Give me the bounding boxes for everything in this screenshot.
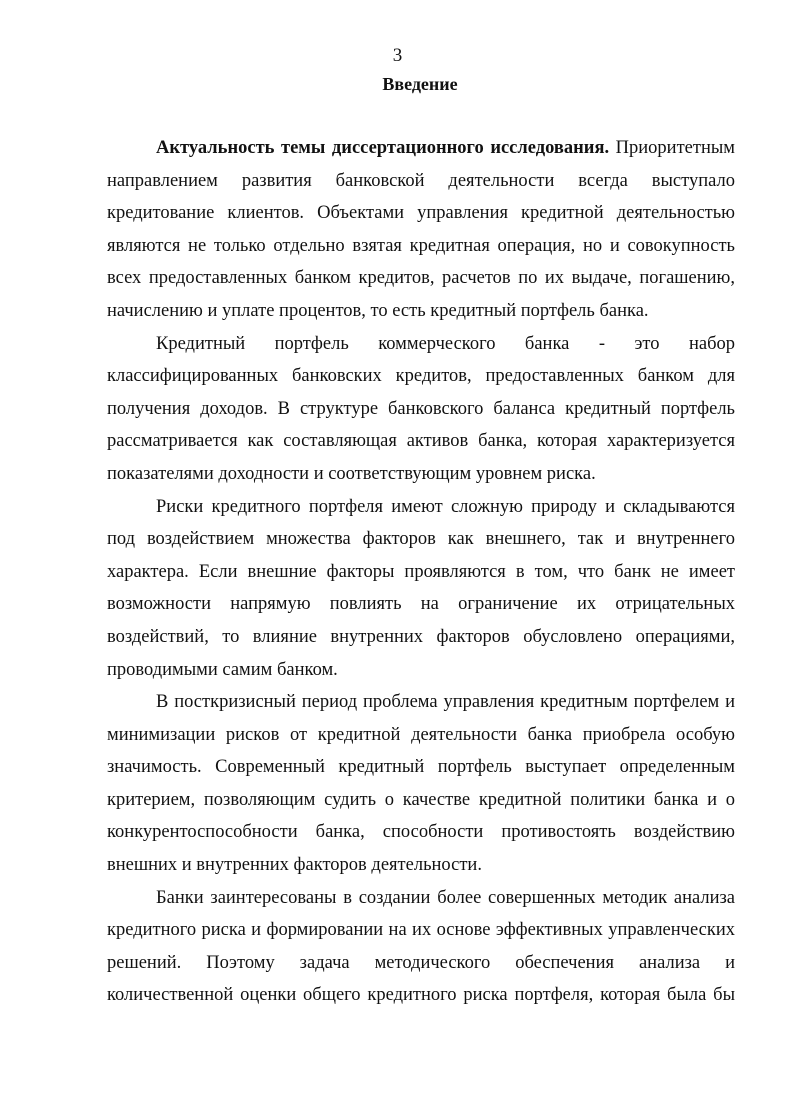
paragraph-text: Приоритетным направлением развития банковской деятельности всегда выступало кредитование клиентов. Объектами управления кредитной деятельностью являются не только отдельно взятая кредитная операция, но и совокупность всех предоставленных банком кредитов, расчетов по их выдаче, погашению, начислению и уплате процентов, то есть кредитный портфель банка.: [107, 138, 735, 321]
paragraph-portfolio-risks: Риски кредитного портфеля имеют сложную природу и складываются под воздействием множества факторов как внешнего, так и внутреннего характера. Если внешние факторы проявляются в том, что банк не имеет возможности напрямую повлиять на ограничение их отрицательных воздействий, то влияние внутренних факторов обусловлено операциями, проводимыми самим банком.: [107, 496, 735, 680]
page-number: 3: [392, 45, 403, 66]
document-body: [107, 132, 735, 1012]
paragraph-lead-bold: Актуальность темы диссертационного исследования.: [156, 138, 610, 158]
paragraph-relevance: [107, 132, 735, 328]
paragraph-post-crisis: В посткризисный период проблема управления кредитным портфелем и минимизации рисков от кредитной деятельности банка приобрела особую значимость. Современный кредитный портфель выступает определенным критерием, позволяющим судить о качестве кредитной политики банка и о конкурентоспособности банка, способности противостоять воздействию внешних и внутренних факторов деятельности.: [107, 692, 735, 876]
paragraph-methodology: Банки заинтересованы в создании более совершенных методик анализа кредитного риска и формировании на их основе эффективных управленческих решений. Поэтому задача методического обеспечения анализа и количественной оценки общего кредитного риска портфеля, которая была бы: [107, 887, 735, 1006]
paragraph-credit-portfolio-definition: Кредитный портфель коммерческого банка - это набор классифицированных банковских кредитов, предоставленных банком для получения доходов. В структуре банковского баланса кредитный портфель рассматривается как составляющая активов банка, которая характеризуется показателями доходности и соответствующим уровнем риска.: [107, 333, 735, 484]
section-heading: Введение: [382, 74, 458, 94]
